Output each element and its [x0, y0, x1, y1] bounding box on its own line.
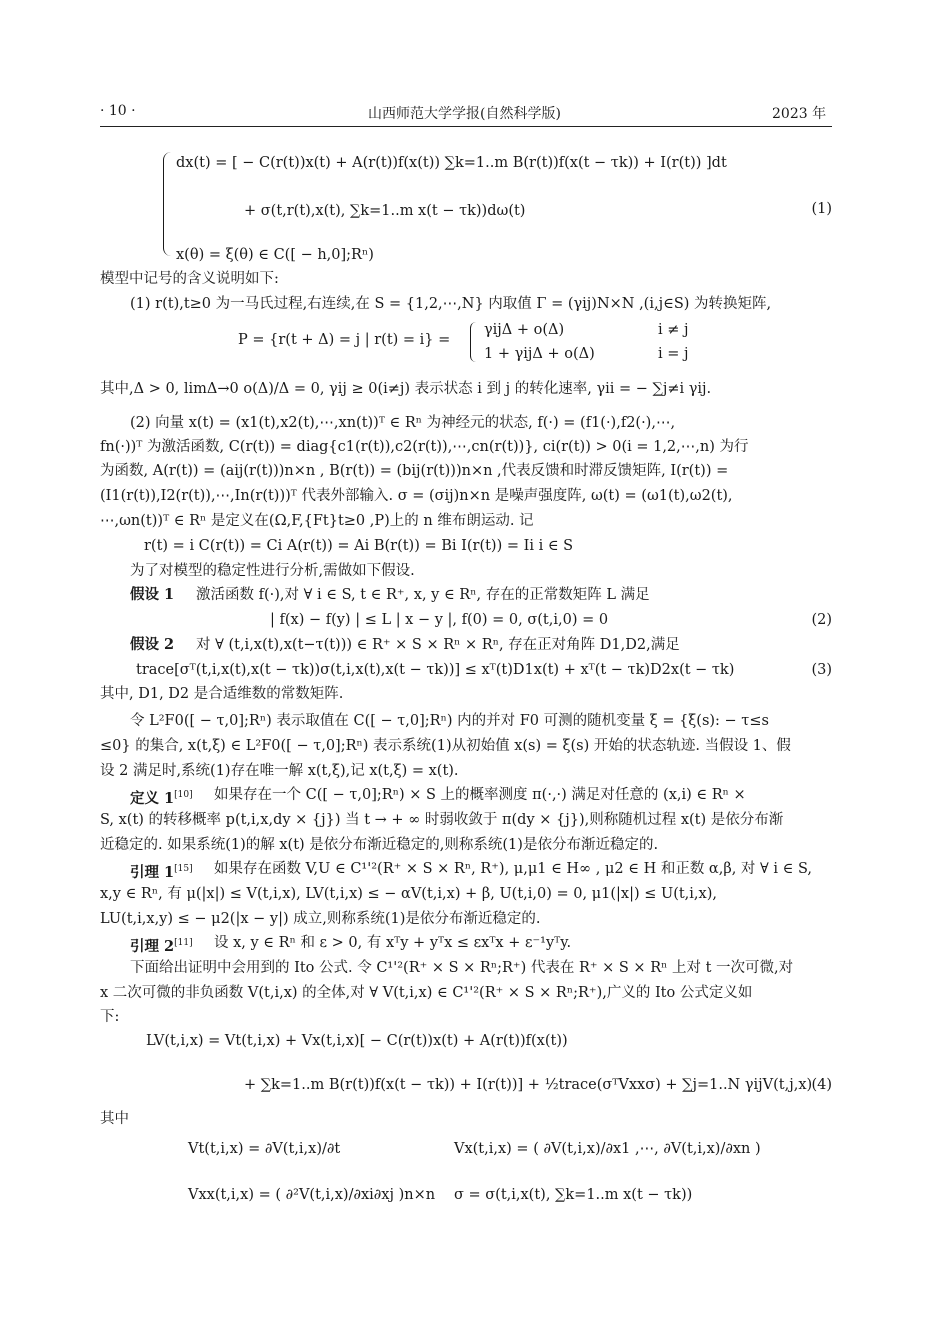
definition-1-text-2: S, x(t) 的转移概率 p(t,i,x,dy × {j}) 当 t → + ∞ 时弱收敛于 π(dy × {j}),则称随机过程 x(t) 是依分布渐	[100, 812, 784, 828]
paragraph-ito-1: 下面给出证明中会用到的 Ito 公式. 令 C¹'²(R⁺ × S × Rⁿ;R⁺) 代表在 R⁺ × S × Rⁿ 上对 t 一次可微,对	[130, 960, 794, 976]
equation-4-line1: LV(t,i,x) = Vt(t,i,x) + Vx(t,i,x)[ − C(r(t))x(t) + A(r(t))f(x(t))	[146, 1033, 568, 1049]
paragraph-vector-3: 为函数, A(r(t)) = (aij(r(t)))n×n , B(r(t)) = (bij(r(t)))n×n ,代表反馈和时滞反馈矩阵, I(r(t)) =	[100, 463, 729, 479]
lemma-2-ref: [11]	[174, 938, 193, 948]
notation-row: r(t) = i C(r(t)) = Ci A(r(t)) = Ai B(r(t)) = Bi I(r(t)) = Ii i ∈ S	[144, 538, 574, 554]
year-label: 2023 年	[772, 106, 827, 122]
assumption-2-label: 假设 2	[130, 636, 175, 653]
transition-cond2: i = j	[658, 346, 689, 362]
assumption-2-after: 其中, D1, D2 是合适维数的常数矩阵.	[100, 686, 344, 702]
definition-sigma: σ = σ(t,i,x(t), ∑k=1..m x(t − τk))	[454, 1187, 693, 1203]
equation-4-number: (4)	[811, 1077, 832, 1093]
definition-1-text-3: 近稳定的. 如果系统(1)的解 x(t) 是依分布渐近稳定的,则称系统(1)是依分布渐近稳定的.	[100, 837, 659, 853]
equation-2-number: (2)	[811, 612, 832, 628]
paragraph-rates: 其中,Δ > 0, limΔ→0 o(Δ)/Δ = 0, γij ≥ 0(i≠j) 表示状态 i 到 j 的转化速率, γii = − ∑j≠i γij.	[100, 381, 712, 397]
equation-4-line2: + ∑k=1..m B(r(t))f(x(t − τk)) + I(r(t))] + ½trace(σᵀVxxσ) + ∑j=1..N γijV(t,j,x)	[244, 1077, 813, 1093]
paragraph-markov: (1) r(t),t≥0 为一马氏过程,右连续,在 S = {1,2,⋯,N} 内取值 Γ = (γij)N×N ,(i,j∈S) 为转换矩阵,	[130, 296, 772, 312]
transition-prob-lhs: P = {r(t + Δ) = j | r(t) = i} =	[238, 332, 451, 348]
lemma-2-label: 引理 2	[130, 937, 175, 955]
transition-case1: γijΔ + o(Δ)	[484, 322, 565, 338]
definition-vx: Vx(t,i,x) = ( ∂V(t,i,x)/∂x1 ,⋯, ∂V(t,i,x)/∂xn )	[454, 1141, 761, 1157]
transition-prob-brace	[470, 322, 479, 362]
lemma-2-heading	[130, 932, 193, 958]
paragraph-assumptions-intro: 为了对模型的稳定性进行分析,需做如下假设.	[130, 563, 415, 579]
paragraph-model-notes: 模型中记号的含义说明如下:	[100, 271, 279, 287]
paragraph-l2-1: 令 L²F0([ − τ,0];Rⁿ) 表示取值在 C([ − τ,0];Rⁿ) 内的并对 F0 可测的随机变量 ξ = {ξ(s): − τ≤s	[130, 713, 769, 729]
assumption-1-label: 假设 1	[130, 586, 175, 603]
transition-cond1: i ≠ j	[658, 322, 689, 338]
lemma-1-text-1: 如果存在函数 V,U ∈ C¹'²(R⁺ × S × Rⁿ, R⁺), μ,μ1 ∈ H∞ , μ2 ∈ H 和正数 α,β, 对 ∀ i ∈ S,	[214, 861, 813, 877]
equation-3-number: (3)	[811, 662, 832, 678]
equation-1-line2: + σ(t,r(t),x(t), ∑k=1..m x(t − τk))dω(t)	[244, 203, 526, 219]
assumption-2-text: 对 ∀ (t,i,x(t),x(t−τ(t))) ∈ R⁺ × S × Rⁿ × Rⁿ, 存在正对角阵 D1,D2,满足	[196, 637, 680, 653]
equation-1-line3: x(θ) = ξ(θ) ∈ C([ − h,0];Rⁿ)	[176, 247, 374, 263]
definition-1-text-1: 如果存在一个 C([ − τ,0];Rⁿ) × S 上的概率测度 π(·,·) 满足对任意的 (x,i) ∈ Rⁿ ×	[214, 787, 746, 803]
equation-1-brace	[163, 152, 174, 256]
lemma-1-ref: [15]	[174, 864, 193, 874]
paragraph-vector-2: fn(·))ᵀ 为激活函数, C(r(t)) = diag{c1(r(t)),c2(r(t)),⋯,cn(r(t))}, ci(r(t)) > 0(i = 1,2,⋯,n) 为行	[100, 439, 749, 455]
definition-vt: Vt(t,i,x) = ∂V(t,i,x)/∂t	[188, 1141, 341, 1157]
paragraph-vector-5: ⋯,ωn(t))ᵀ ∈ Rⁿ 是定义在(Ω,F,{Ft}t≥0 ,P)上的 n 维布朗运动. 记	[100, 513, 534, 529]
definition-1-ref: [10]	[174, 790, 193, 800]
lemma-1-label: 引理 1	[130, 863, 175, 881]
paragraph-vector-1: (2) 向量 x(t) = (x1(t),x2(t),⋯,xn(t))ᵀ ∈ Rⁿ 为神经元的状态, f(·) = (f1(·),f2(·),⋯,	[130, 415, 676, 431]
lemma-1-text-3: LU(t,i,x,y) ≤ − μ2(|x − y|) 成立,则称系统(1)是依分布渐近稳定的.	[100, 911, 541, 927]
page-number: · 10 ·	[100, 103, 136, 119]
paragraph-l2-3: 设 2 满足时,系统(1)存在唯一解 x(t,ξ),记 x(t,ξ) = x(t).	[100, 763, 459, 779]
definition-1-heading	[130, 784, 193, 810]
transition-case2: 1 + γijΔ + o(Δ)	[484, 346, 595, 362]
lemma-2-text: 设 x, y ∈ Rⁿ 和 ε > 0, 有 xᵀy + yᵀx ≤ εxᵀx + ε⁻¹yᵀy.	[214, 935, 572, 951]
header-rule	[100, 126, 832, 127]
paragraph-l2-2: ≤0} 的集合, x(t,ξ) ∈ L²F0([ − τ,0];Rⁿ) 表示系统(1)从初始值 x(s) = ξ(s) 开始的状态轨迹. 当假设 1、假	[100, 738, 791, 754]
paragraph-vector-4: (I1(r(t)),I2(r(t)),⋯,In(r(t)))ᵀ 代表外部输入. σ = (σij)n×n 是噪声强度阵, ω(t) = (ω1(t),ω2(t),	[100, 488, 733, 504]
lemma-1-text-2: x,y ∈ Rⁿ, 有 μ(|x|) ≤ V(t,i,x), LV(t,i,x) ≤ − αV(t,i,x) + β, U(t,i,0) = 0, μ1(|x|) ≤ U(t,i,x),	[100, 886, 717, 902]
definition-1-label: 定义 1	[130, 789, 175, 807]
journal-title: 山西师范大学学报(自然科学版)	[368, 106, 561, 122]
assumption-1-text: 激活函数 f(·),对 ∀ i ∈ S, t ∈ R⁺, x, y ∈ Rⁿ, 存在的正常数矩阵 L 满足	[196, 587, 650, 603]
paragraph-ito-3: 下:	[100, 1009, 120, 1025]
definition-vxx: Vxx(t,i,x) = ( ∂²V(t,i,x)/∂xi∂xj )n×n	[188, 1187, 436, 1203]
equation-1-line1: dx(t) = [ − C(r(t))x(t) + A(r(t))f(x(t)) ∑k=1..m B(r(t))f(x(t − τk)) + I(r(t)) ]dt	[176, 155, 727, 171]
equation-1-number: (1)	[811, 201, 832, 217]
paragraph-where: 其中	[100, 1111, 129, 1127]
assumption-2-equation: trace[σᵀ(t,i,x(t),x(t − τk))σ(t,i,x(t),x(t − τk))] ≤ xᵀ(t)D1x(t) + xᵀ(t − τk)D2x(t − τk)	[136, 662, 735, 678]
paragraph-ito-2: x 二次可微的非负函数 V(t,i,x) 的全体,对 ∀ V(t,i,x) ∈ C¹'²(R⁺ × S × Rⁿ;R⁺),广义的 Ito 公式定义如	[100, 985, 753, 1001]
assumption-1-equation: | f(x) − f(y) | ≤ L | x − y |, f(0) = 0, σ(t,i,0) = 0	[270, 612, 609, 628]
lemma-1-heading	[130, 858, 193, 884]
